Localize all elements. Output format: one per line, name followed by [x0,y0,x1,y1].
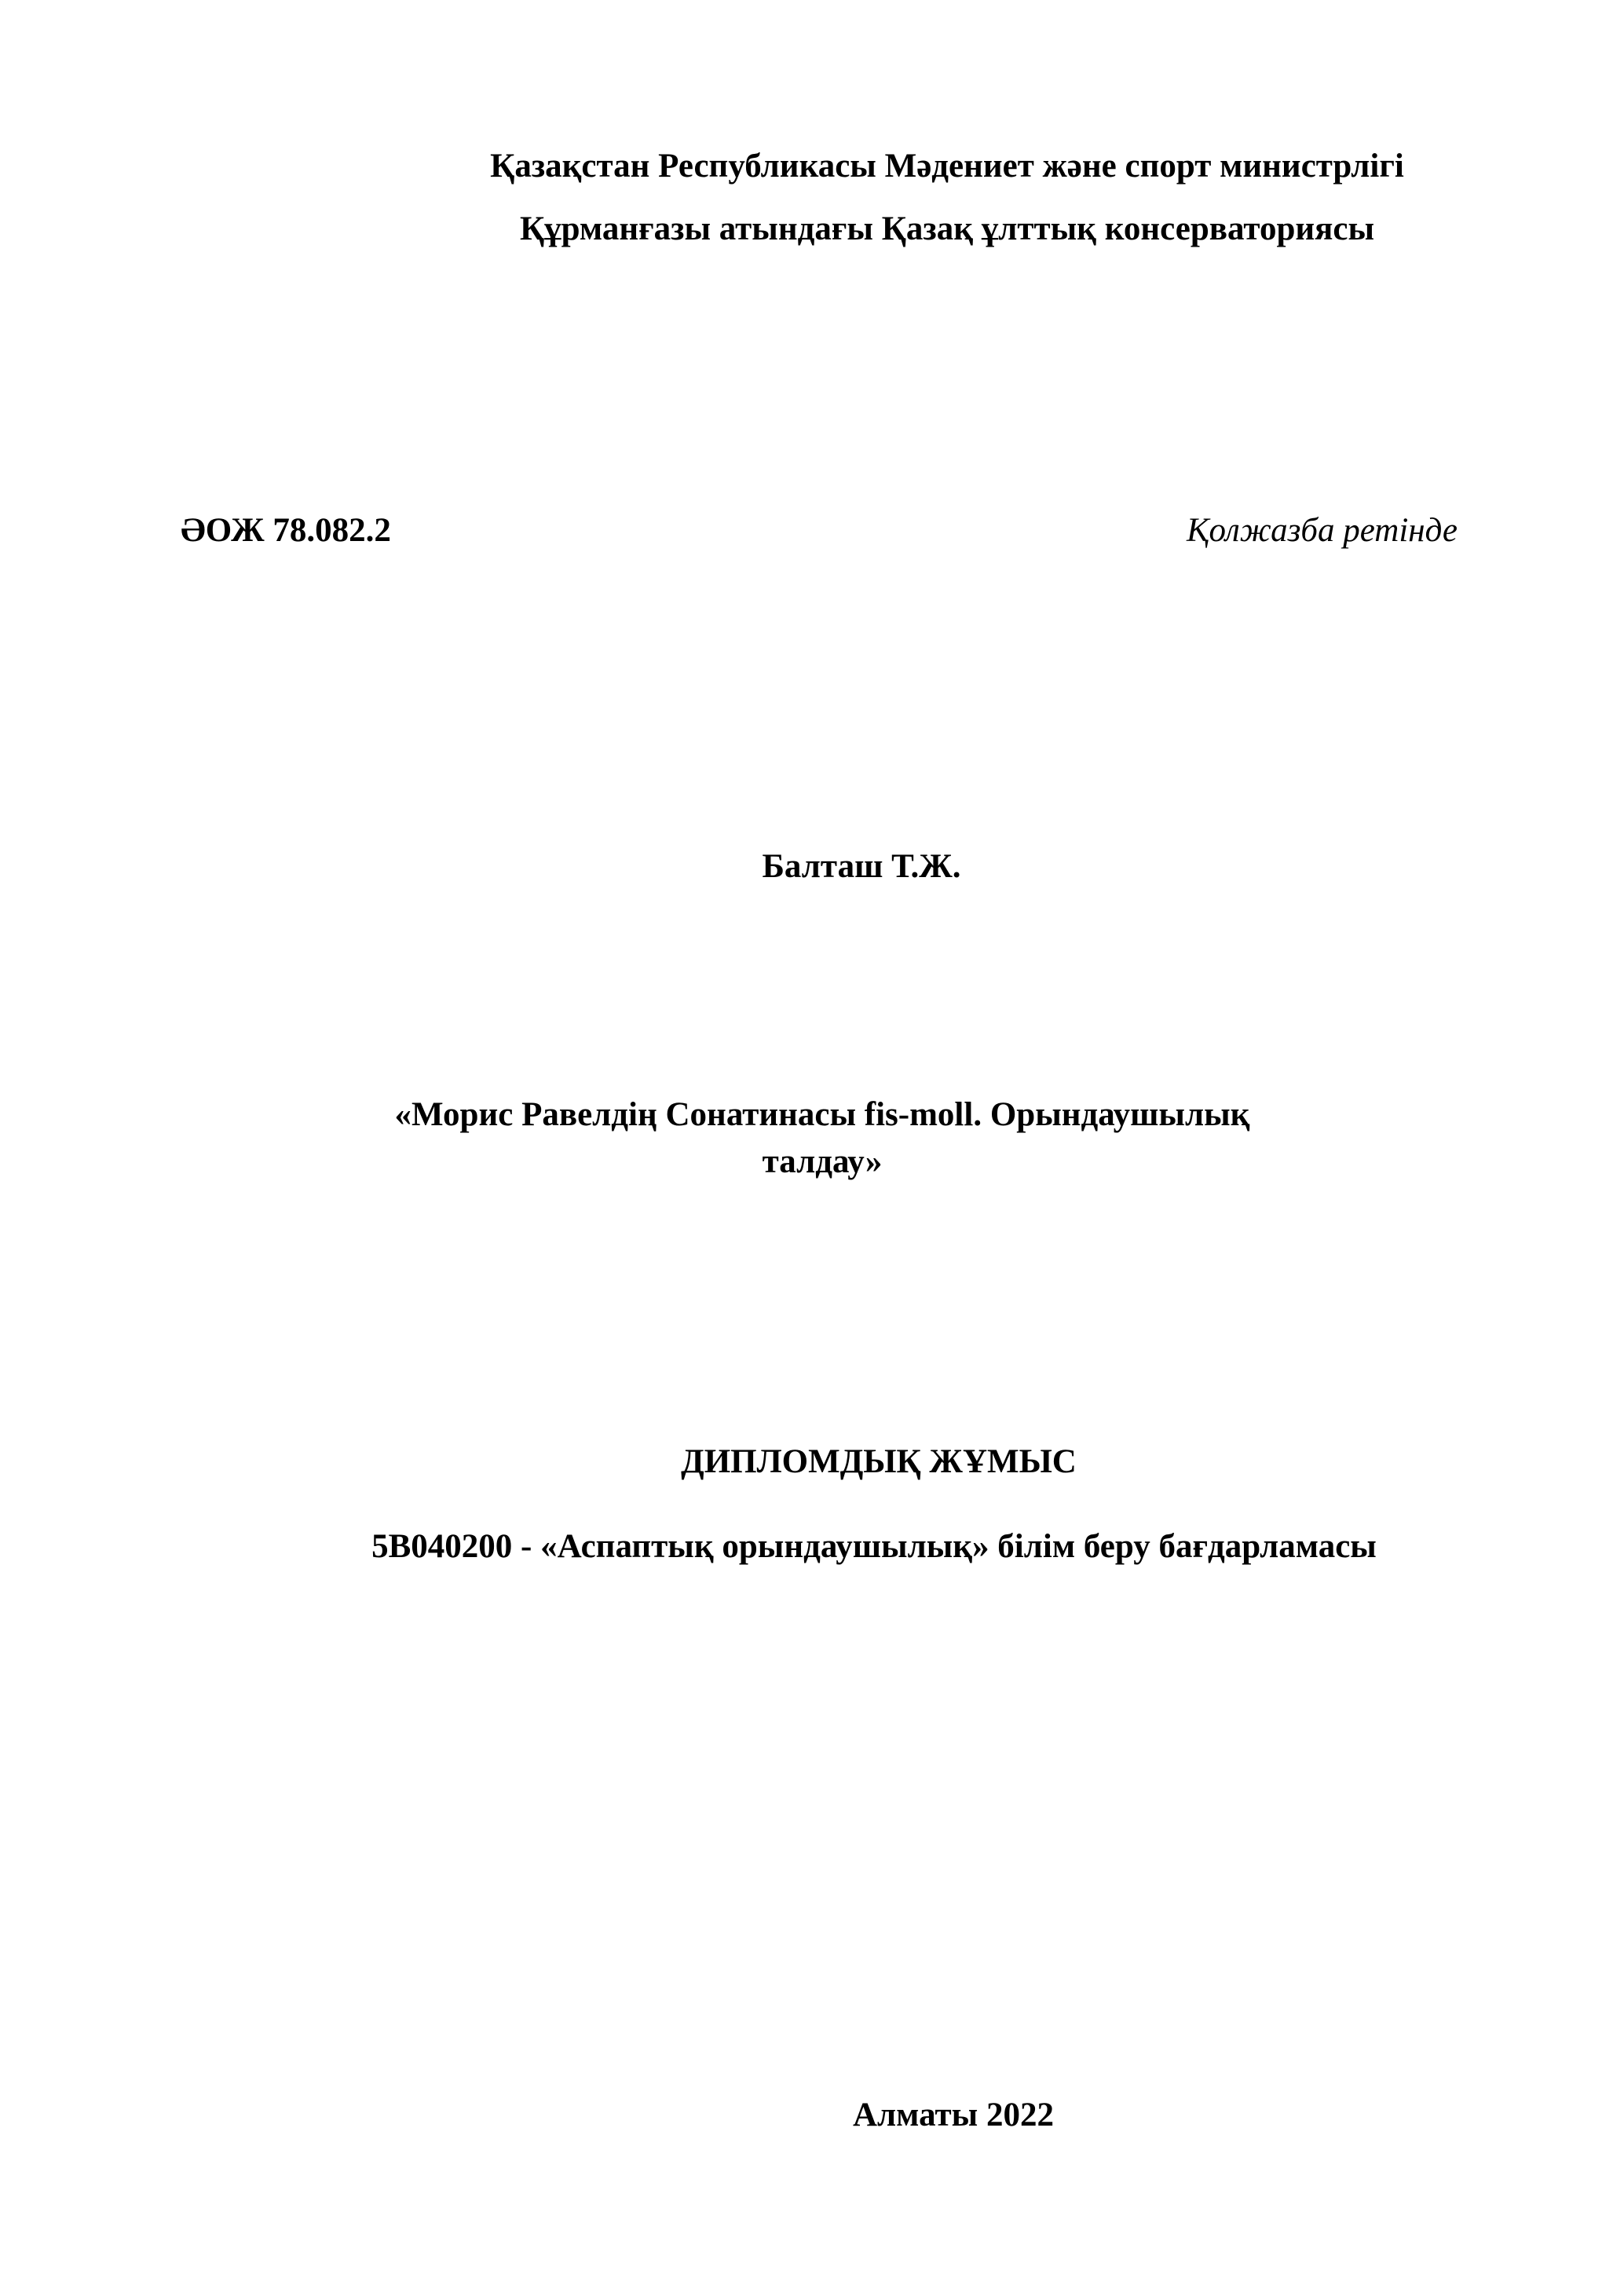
conservatory-heading: Құрманғазы атындағы Қазақ ұлттық консерваториясы [519,210,1375,247]
education-program: 5В040200 - «Аспаптық орындаушылық» білім беру бағдарламасы [371,1528,1377,1565]
manuscript-note: Қолжазба ретінде [1186,512,1458,549]
ministry-heading: Қазақстан Республикасы Мәдениет және спорт министрлігі [490,148,1404,185]
work-type: ДИПЛОМДЫҚ ЖҰМЫС [681,1443,1077,1480]
author-name: Балташ Т.Ж. [762,848,961,885]
udc-code: ӘОЖ 78.082.2 [181,512,391,549]
thesis-title-line-2: талдау» [762,1143,883,1180]
city-year: Алматы 2022 [852,2097,1054,2133]
thesis-title-line-1: «Морис Равелдің Сонатинасы fis-moll. Орындаушылық [394,1096,1250,1133]
